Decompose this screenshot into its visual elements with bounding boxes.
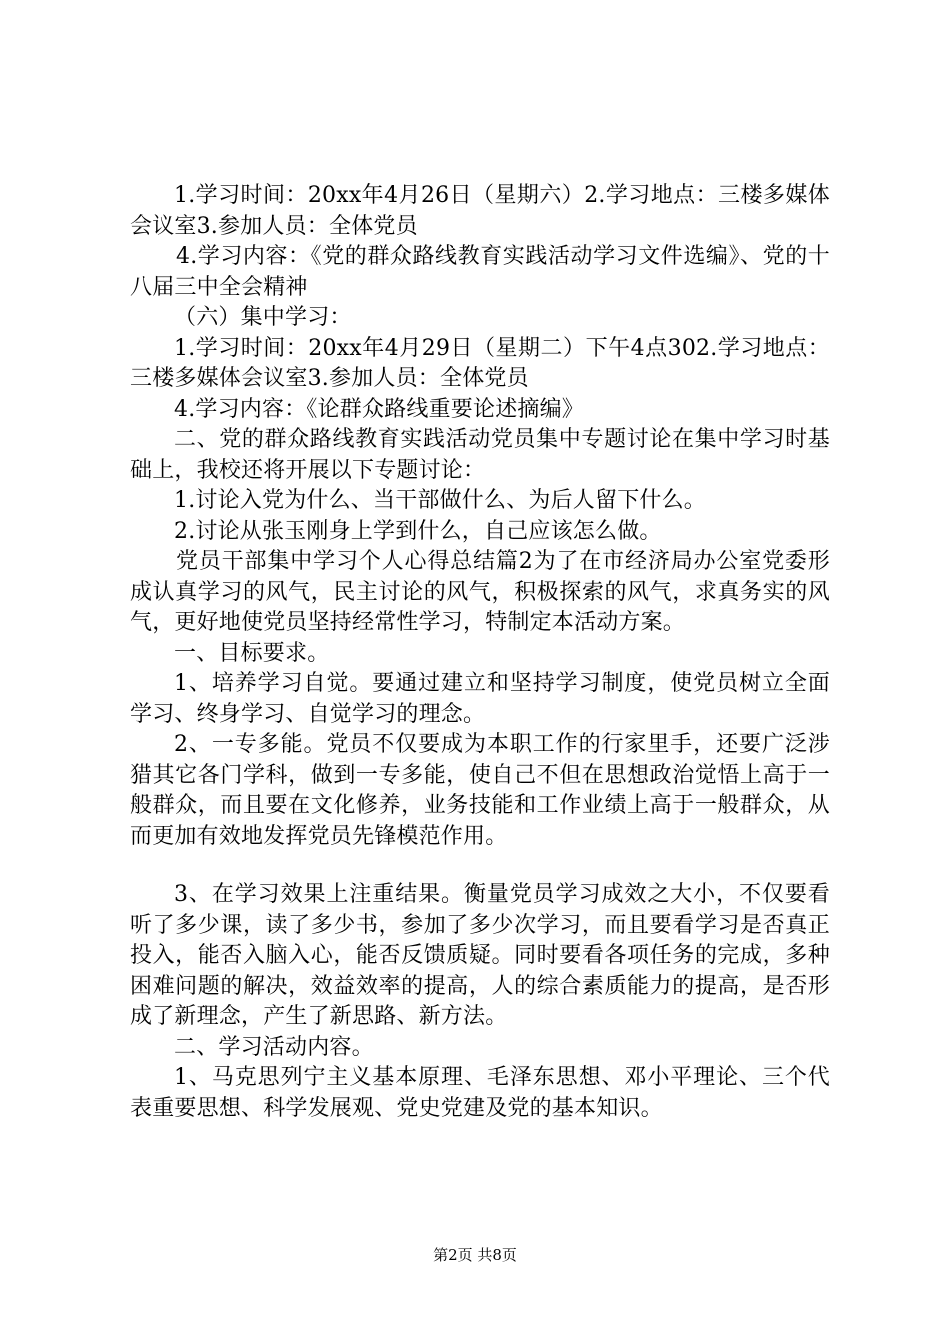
paragraph-11: 1、培养学习自觉。要通过建立和坚持学习制度，使党员树立全面学习、终身学习、自觉学习的理念。: [130, 671, 830, 727]
page-number-label: 第2页 共8页: [433, 1246, 517, 1264]
paragraph-10: 一、目标要求。: [174, 640, 330, 666]
paragraph-6: 二、党的群众路线教育实践活动党员集中专题讨论在集中学习时基础上，我校还将开展以下专题讨论：: [130, 427, 830, 483]
paragraph-14: 二、学习活动内容。: [174, 1034, 374, 1060]
paragraph-4: 1.学习时间：20xx年4月29日（星期二）下午4点302.学习地点：三楼多媒体会议室3.参加人员：全体党员: [130, 335, 830, 391]
page-footer: [0, 1244, 950, 1265]
paragraph-5: 4.学习内容：《论群众路线重要论述摘编》: [174, 396, 584, 422]
paragraph-9: 党员干部集中学习个人心得总结篇2为了在市经济局办公室党委形成认真学习的风气，民主讨论的风气，积极探索的风气，求真务实的风气，更好地使党员坚持经常性学习，特制定本活动方案。: [130, 549, 830, 635]
paragraph-12: 2、一专多能。党员不仅要成为本职工作的行家里手，还要广泛涉猎其它各门学科，做到一专多能，使自己不但在思想政治觉悟上高于一般群众，而且要在文化修养，业务技能和工作业绩上高于一般群众，从而更加有效地发挥党员先锋模范作用。: [130, 732, 830, 849]
document-body: [130, 181, 830, 1124]
paragraph-13: 3、在学习效果上注重结果。衡量党员学习成效之大小，不仅要看听了多少课，读了多少书，参加了多少次学习，而且要看学习是否真正投入，能否入脑入心，能否反馈质疑。同时要看各项任务的完成，多种困难问题的解决，效益效率的提高，人的综合素质能力的提高，是否形成了新理念，产生了新思路、新方法。: [130, 882, 830, 1029]
paragraph-8: 2.讨论从张玉刚身上学到什么，自己应该怎么做。: [174, 518, 662, 544]
paragraph-7: 1.讨论入党为什么、当干部做什么、为后人留下什么。: [174, 488, 706, 513]
paragraph-gap: [130, 852, 830, 880]
paragraph-15: 1、马克思列宁主义基本原理、毛泽东思想、邓小平理论、三个代表重要思想、科学发展观、党史党建及党的基本知识。: [130, 1065, 830, 1121]
paragraph-3: （六）集中学习：: [174, 305, 352, 330]
paragraph-1: 1.学习时间：20xx年4月26日（星期六）2.学习地点：三楼多媒体会议室3.参加人员：全体党员: [130, 183, 830, 239]
paragraph-2: 4.学习内容：《党的群众路线教育实践活动学习文件选编》、党的十八届三中全会精神: [130, 244, 830, 300]
